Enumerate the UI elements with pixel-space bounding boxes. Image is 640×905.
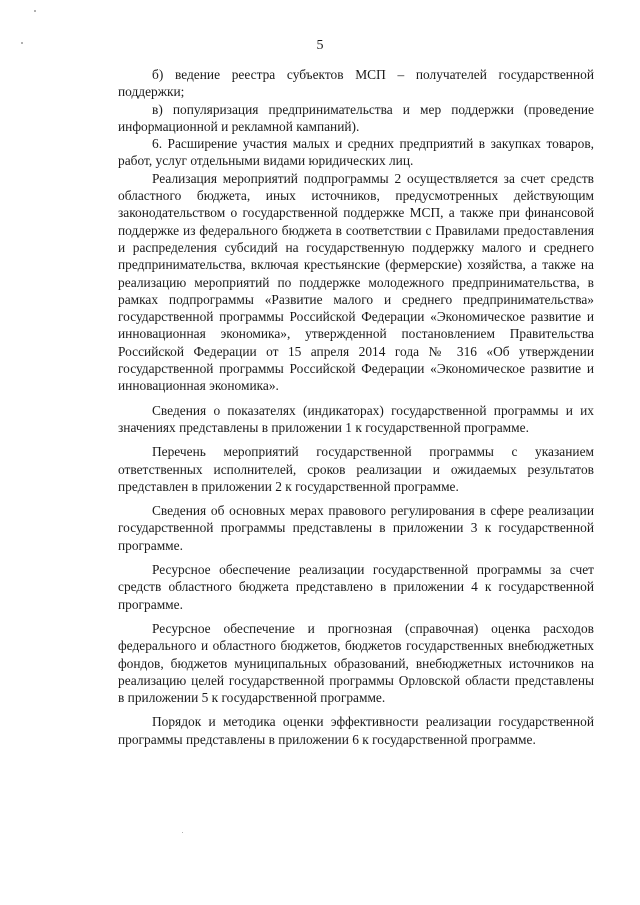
paragraph-regional-budget: Ресурсное обеспечение реализации государственной программы за счет средств областного бюджета представлено в приложении 4 к государственной программе. (118, 562, 594, 612)
page-number: 5 (316, 38, 324, 53)
document-body (118, 66, 594, 748)
paragraph-popularization: в) популяризация предпринимательства и мер поддержки (проведение информационной и рекламной кампаний). (118, 101, 594, 134)
paragraph-indicators: Сведения о показателях (индикаторах) государственной программы и их значениях представлены в приложении 1 к государственной программе. (118, 402, 594, 435)
paragraph-subprogram-funding: Реализация мероприятий подпрограммы 2 осуществляется за счет средств областного бюджета, иных источников, предусмотренных действующим законодательством о государственной поддержке МСП, а также при финансовой поддержке из федерального бюджета в соответствии с Правилами предоставления и распределения субсидий на государственную поддержку малого и среднего предпринимательства, включая крестьянские (фермерские) хозяйства, а также на реализацию мероприятий по поддержке молодежного предпринимательства, в рамках подпрограммы «Развитие малого и среднего предпринимательства» государственной программы Российской Федерации «Экономическое развитие и инновационная экономика», утвержденной постановлением Правительства Российской Федерации от 15 апреля 2014 года № 316 «Об утверждении государственной программы Российской Федерации «Экономическое развитие и инновационная экономика». (118, 170, 594, 394)
scan-speck (182, 832, 183, 833)
scan-speck (34, 10, 36, 12)
paragraph-evaluation-method: Порядок и методика оценки эффективности реализации государственной программы представлены в приложении 6 к государственной программе. (118, 714, 594, 747)
paragraph-measures-list: Перечень мероприятий государственной программы с указанием ответственных исполнителей, сроков реализации и ожидаемых результатов представлен в приложении 2 к государственной программе. (118, 444, 594, 494)
paragraph-registry: б) ведение реестра субъектов МСП – получателей государственной поддержки; (118, 67, 594, 100)
paragraph-legal-regulation: Сведения об основных мерах правового регулирования в сфере реализации государственной программы представлены в приложении 3 к государственной программе. (118, 503, 594, 553)
paragraph-procurement: 6. Расширение участия малых и средних предприятий в закупках товаров, работ, услуг отдельными видами юридических лиц. (118, 136, 594, 169)
paragraph-resource-forecast: Ресурсное обеспечение и прогнозная (справочная) оценка расходов федерального и областного бюджетов, бюджетов государственных внебюджетных фондов, бюджетов муниципальных образований, внебюджетных источников на реализацию целей государственной программы Орловской области представлены в приложении 5 к государственной программе. (118, 620, 594, 706)
